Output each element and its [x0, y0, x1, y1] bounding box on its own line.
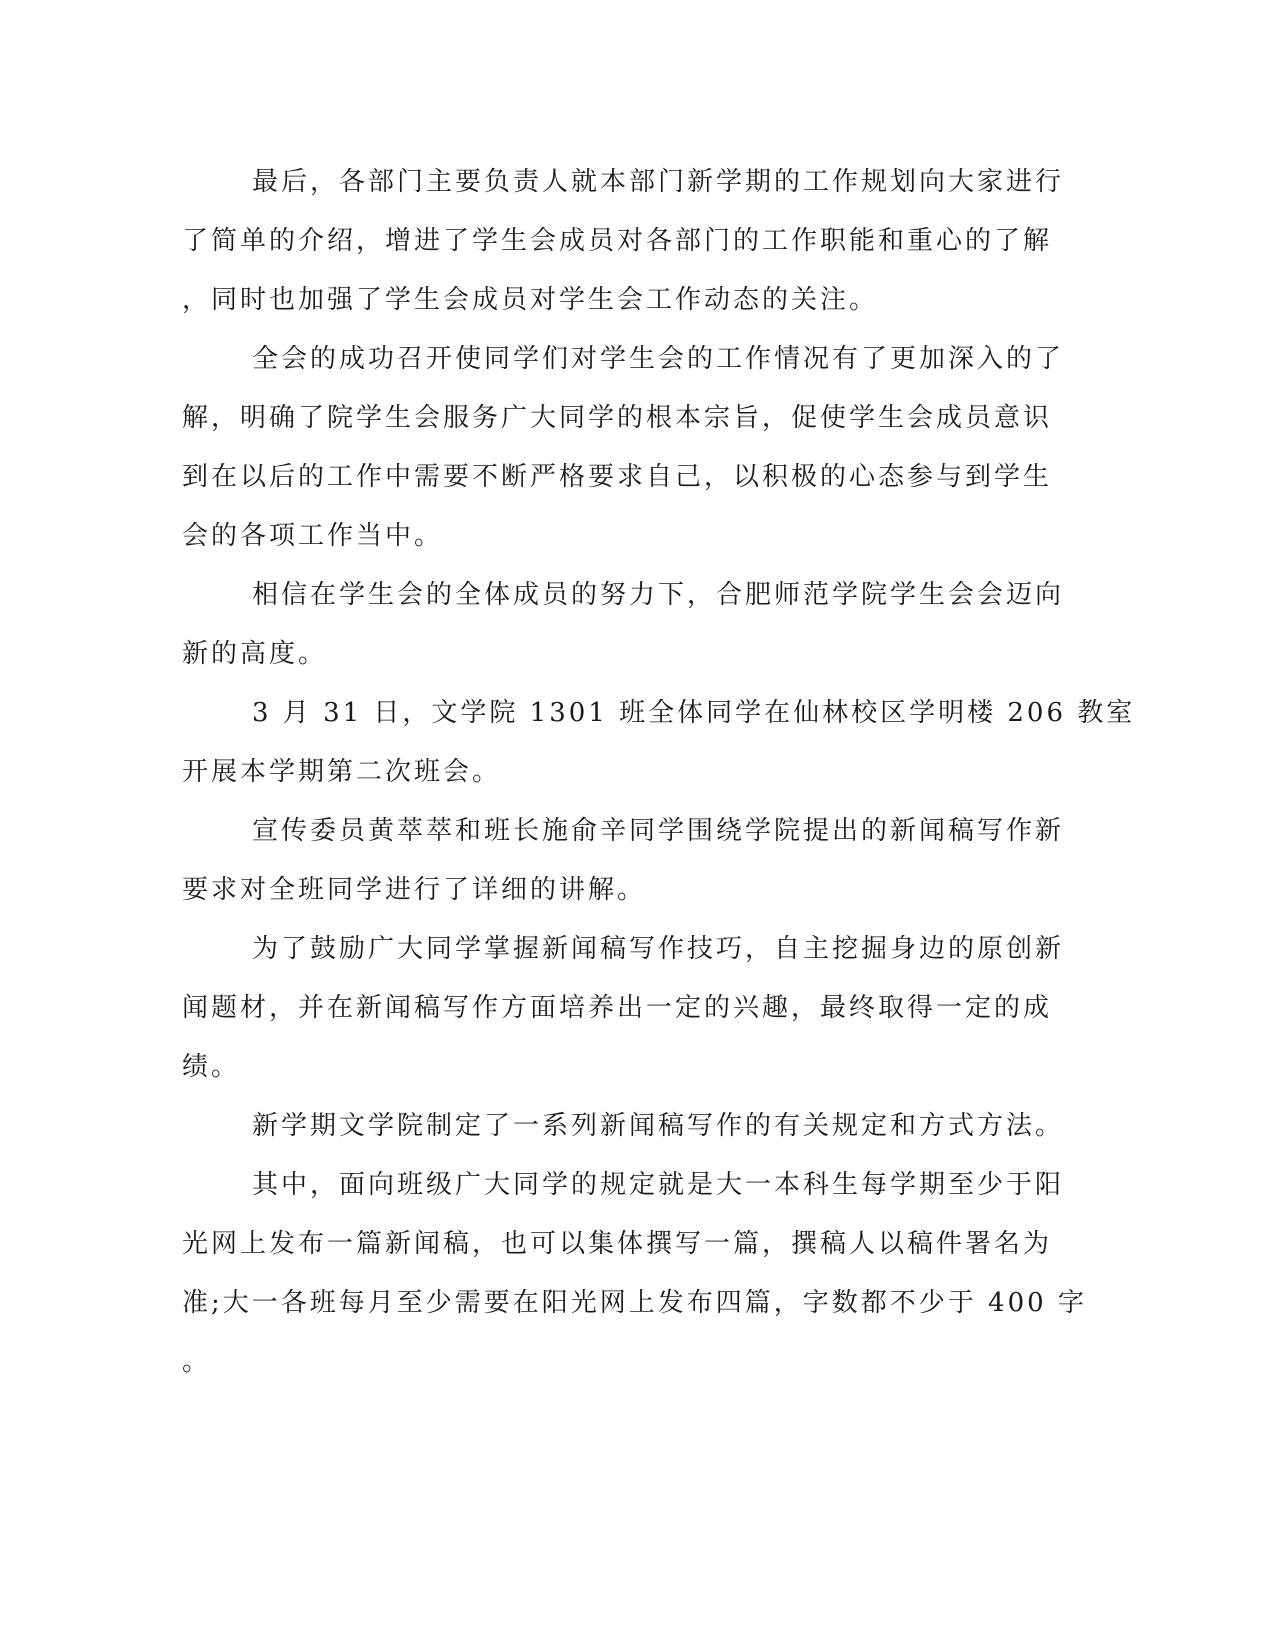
text-line: 。: [182, 1347, 212, 1377]
text-line: 要求对全班同学进行了详细的讲解。: [182, 875, 647, 905]
text-line: 准;大一各班每月至少需要在阳光网上发布四篇，字数都不少于 400 字: [182, 1288, 1087, 1318]
text-line: 为了鼓励广大同学掌握新闻稿写作技巧，自主挖掘身边的原创新: [252, 934, 1065, 964]
paragraph: [182, 684, 1136, 802]
text-line: 会的各项工作当中。: [182, 521, 444, 551]
paragraph: [182, 330, 1065, 566]
text-line: 到在以后的工作中需要不断严格要求自己，以积极的心态参与到学生: [182, 462, 1053, 492]
text-line: 新学期文学院制定了一系列新闻稿写作的有关规定和方式方法。: [252, 1111, 1065, 1141]
text-line: 其中，面向班级广大同学的规定就是大一本科生每学期至少于阳: [252, 1170, 1065, 1200]
paragraph: [182, 1156, 1087, 1392]
document-body: [182, 153, 1136, 1392]
text-line: 闻题材，并在新闻稿写作方面培养出一定的兴趣，最终取得一定的成: [182, 993, 1053, 1023]
text-line: 新的高度。: [182, 639, 328, 669]
paragraph: [182, 920, 1065, 1097]
paragraph: [182, 1097, 1065, 1156]
text-line: 最后，各部门主要负责人就本部门新学期的工作规划向大家进行: [252, 167, 1065, 197]
paragraph: [182, 802, 1065, 920]
text-line: 绩。: [182, 1052, 241, 1082]
text-line: 光网上发布一篇新闻稿，也可以集体撰写一篇，撰稿人以稿件署名为: [182, 1229, 1053, 1259]
text-line: 了简单的介绍，增进了学生会成员对各部门的工作职能和重心的了解: [182, 226, 1053, 256]
text-line: 相信在学生会的全体成员的努力下，合肥师范学院学生会会迈向: [252, 580, 1065, 610]
text-line: 宣传委员黄萃萃和班长施俞辛同学围绕学院提出的新闻稿写作新: [252, 816, 1065, 846]
text-line: ，同时也加强了学生会成员对学生会工作动态的关注。: [182, 285, 879, 315]
text-line: 全会的成功召开使同学们对学生会的工作情况有了更加深入的了: [252, 344, 1065, 374]
paragraph: [182, 566, 1065, 684]
text-line: 3 月 31 日，文学院 1301 班全体同学在仙林校区学明楼 206 教室: [252, 698, 1136, 728]
text-line: 解，明确了院学生会服务广大同学的根本宗旨，促使学生会成员意识: [182, 403, 1053, 433]
paragraph: [182, 153, 1065, 330]
text-line: 开展本学期第二次班会。: [182, 757, 502, 787]
